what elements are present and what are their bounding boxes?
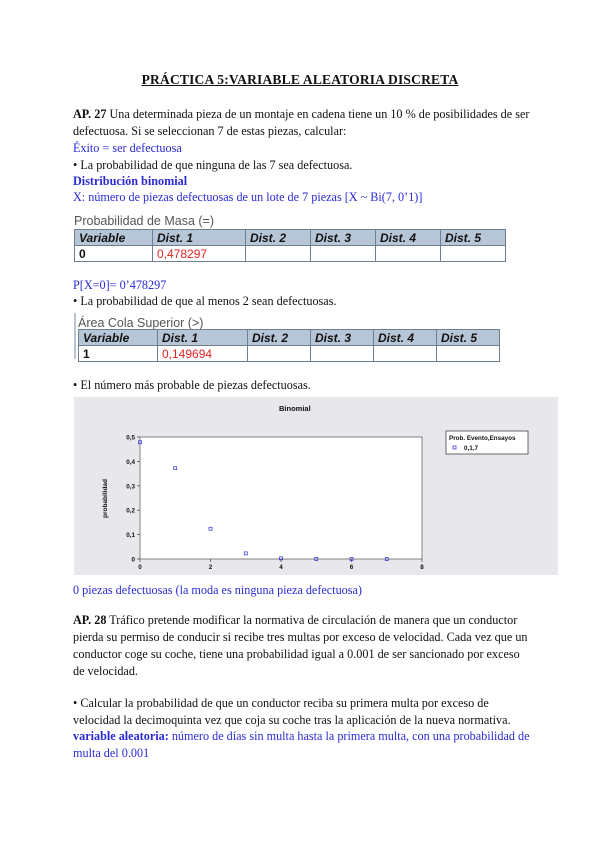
ap27-paragraph-line2: defectuosa. Si se seleccionan 7 de estas piezas, calcular: (73, 124, 347, 138)
table2-caption: Área Cola Superior (>) (78, 316, 204, 330)
table1-probabilidad-masa (74, 229, 506, 262)
table2-header-row (79, 330, 500, 346)
ap28-paragraph-line1 (73, 611, 517, 629)
ap28-paragraph-line3: conductor coge su coche, tiene una probabilidad igual a 0.001 de ser sancionado por exceso (73, 647, 520, 661)
binomial-chart (74, 397, 558, 575)
random-variable-label: variable aleatoria: (73, 729, 169, 743)
ap28-statement: Tráfico pretende modificar la normativa de circulación de manera que un conductor (106, 613, 518, 627)
exito-definition: Éxito = ser defectuosa (73, 141, 182, 155)
x-tick-label: 4 (279, 564, 283, 571)
ap28-label: AP. 28 (73, 613, 107, 627)
y-tick-label: 0,5 (126, 434, 135, 442)
y-tick-label: 0 (131, 556, 135, 564)
table2-header: Dist. 4 (374, 330, 437, 346)
ap27-label: AP. 27 (73, 107, 107, 121)
table2-header: Dist. 5 (437, 330, 500, 346)
table1-header: Dist. 4 (376, 230, 441, 246)
table1-cell (376, 246, 441, 262)
ap28-question-line2: velocidad la decimoquinta vez que coja su coche tras la aplicación de la nueva normativa. (73, 713, 511, 727)
ap28-paragraph-line2: pierda su permiso de conducir si recibe tres multas por exceso de velocidad. Cada vez que un (73, 630, 528, 644)
table2-header: Variable (79, 330, 158, 346)
table2-cell: 1 (79, 346, 158, 362)
random-variable-text: número de días sin multa hasta la primera multa, con una probabilidad de (168, 729, 530, 743)
moda-answer: 0 piezas defectuosas (la moda es ninguna pieza defectuosa) (73, 583, 362, 597)
ap28-random-variable-line2: multa del 0.001 (73, 746, 150, 760)
table2-header: Dist. 1 (158, 330, 248, 346)
table2-header: Dist. 3 (311, 330, 374, 346)
x-tick-label: 8 (420, 564, 424, 571)
table2-cell (437, 346, 500, 362)
table1-header: Dist. 2 (246, 230, 311, 246)
ap28-question-line1: • Calcular la probabilidad de que un conductor reciba su primera multa por exceso de (73, 696, 489, 710)
table1-row (75, 246, 506, 262)
y-tick-label: 0,3 (126, 483, 135, 491)
random-variable-definition: X: número de piezas defectuosas de un lote de 7 piezas [X ~ Bi(7, 0’1)] (73, 190, 423, 204)
page-title: PRÁCTICA 5:VARIABLE ALEATORIA DISCRETA (141, 72, 459, 87)
result-p-x-0: P[X=0]= 0’478297 (73, 278, 167, 292)
x-tick-label: 6 (349, 564, 354, 571)
ap27-statement: Una determinada pieza de un montaje en cadena tiene un 10 % de posibilidades de ser (106, 107, 530, 121)
y-tick-label: 0,1 (126, 532, 135, 540)
legend-title: Prob. Evento,Ensayos (449, 435, 516, 442)
table1-caption: Probabilidad de Masa (=) (74, 214, 215, 228)
table1-cell (441, 246, 506, 262)
table1-cell (246, 246, 311, 262)
question-1: • La probabilidad de que ninguna de las 7 sea defectuosa. (73, 158, 353, 172)
table2-header: Dist. 2 (248, 330, 311, 346)
table1-header-row (75, 230, 506, 246)
x-tick-label: 2 (208, 564, 213, 571)
chart-y-axis-label: probabilidad (102, 479, 109, 518)
table2-row (79, 346, 500, 362)
table2-area-cola-superior (78, 329, 500, 362)
table1-header: Variable (75, 230, 153, 246)
chart-plot-area (140, 437, 422, 559)
chart-legend (446, 431, 528, 454)
chart-title: Binomial (279, 404, 311, 413)
question-3: • El número más probable de piezas defectuosas. (73, 378, 311, 392)
x-tick-label: 0 (138, 564, 142, 571)
binomial-chart-svg (74, 397, 558, 575)
table1-header: Dist. 5 (441, 230, 506, 246)
ap27-paragraph-line1 (73, 105, 529, 123)
distribution-label: Distribución binomial (73, 174, 188, 188)
y-tick-label: 0,4 (126, 458, 135, 466)
table1-cell (311, 246, 376, 262)
table2-frame (74, 313, 76, 359)
table1-cell: 0 (75, 246, 153, 262)
y-tick-label: 0,2 (126, 507, 135, 515)
legend-entry: 0,1,7 (464, 445, 479, 452)
table1-header: Dist. 1 (153, 230, 246, 246)
table2-cell (311, 346, 374, 362)
table2-cell (248, 346, 311, 362)
table1-cell: 0,478297 (153, 246, 246, 262)
table2-cell: 0,149694 (158, 346, 248, 362)
table2-cell (374, 346, 437, 362)
question-2: • La probabilidad de que al menos 2 sean defectuosas. (73, 294, 337, 308)
table1-header: Dist. 3 (311, 230, 376, 246)
ap28-random-variable (73, 727, 530, 745)
ap28-paragraph-line4: de velocidad. (73, 664, 138, 678)
